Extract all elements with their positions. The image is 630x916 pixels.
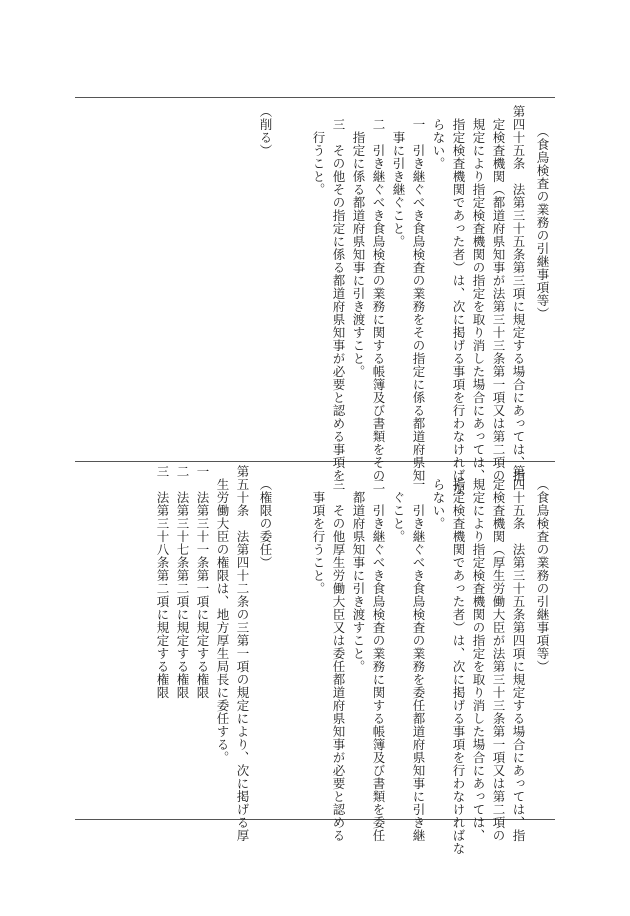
upper-heading: （食鳥検査の業務の引継事項等） [535,125,550,320]
lower-article-line-2: 定検査機関（厚生労働大臣が法第三十三条第一項又は第二項の [491,478,506,842]
upper-article-line-1: 第四十五条 法第三十五条第三項に規定する場合にあっては、指 [511,105,526,482]
upper-article-line-5: らない。 [431,118,446,170]
upper-article-line-4: 指定検査機関であった者）は、次に掲げる事項を行わなければな [451,118,466,495]
lower-authority-line-4: 二 法第三十七条第二項に規定する権限 [175,465,190,699]
lower-item-3-line-1: 三 その他厚生労働大臣又は委任都道府県知事が必要と認める [331,478,346,842]
upper-item-3-line-1: 三 その他その指定に係る都道府県知事が必要と認める事項を [331,118,346,482]
upper-deleted-note: （削る） [258,105,273,157]
upper-item-1-line-1: 一 引き継ぐべき食鳥検査の業務をその指定に係る都道府県知 [411,118,426,482]
upper-item-1-line-2: 事に引き継ぐこと。 [391,131,406,248]
lower-authority-line-5: 三 法第三十八条第二項に規定する権限 [155,465,170,699]
top-rule [75,97,555,98]
lower-article-line-1: 第四十五条 法第三十五条第四項に規定する場合にあっては、指 [511,465,526,842]
upper-item-3-line-2: 行うこと。 [311,131,326,196]
lower-article-line-3: 規定により指定検査機関の指定を取り消した場合にあっては、 [471,478,486,842]
lower-item-2-line-2: 都道府県知事に引き渡すこと。 [351,491,366,673]
lower-item-1-line-1: 一 引き継ぐべき食鳥検査の業務を委任都道府県知事に引き継 [411,478,426,842]
upper-article-line-2: 定検査機関（都道府県知事が法第三十三条第一項又は第二項の [491,118,506,482]
upper-article-line-3: 規定により指定検査機関の指定を取り消した場合にあっては、 [471,118,486,482]
lower-authority-line-1: 第五十条 法第四十二条の三第一項の規定により、次に掲げる厚 [235,465,250,842]
upper-item-2-line-2: 指定に係る都道府県知事に引き渡すこと。 [351,131,366,378]
lower-article-line-4: 指定検査機関であった者）は、次に掲げる事項を行わなければな [451,478,466,855]
lower-item-2-line-1: 二 引き継ぐべき食鳥検査の業務に関する帳簿及び書類を委任 [371,478,386,842]
lower-heading: （食鳥検査の業務の引継事項等） [535,478,550,673]
lower-item-1-line-2: ぐこと。 [391,491,406,543]
lower-article-line-5: らない。 [431,478,446,530]
lower-item-3-line-2: 事項を行うこと。 [311,491,326,595]
lower-authority-heading: （権限の委任） [258,478,273,569]
lower-authority-line-3: 一 法第三十一条第一項に規定する権限 [195,465,210,699]
lower-authority-line-2: 生労働大臣の権限は、地方厚生局長に委任する。 [215,478,230,764]
upper-item-2-line-1: 二 引き継ぐべき食鳥検査の業務に関する帳簿及び書類をその [371,118,386,482]
